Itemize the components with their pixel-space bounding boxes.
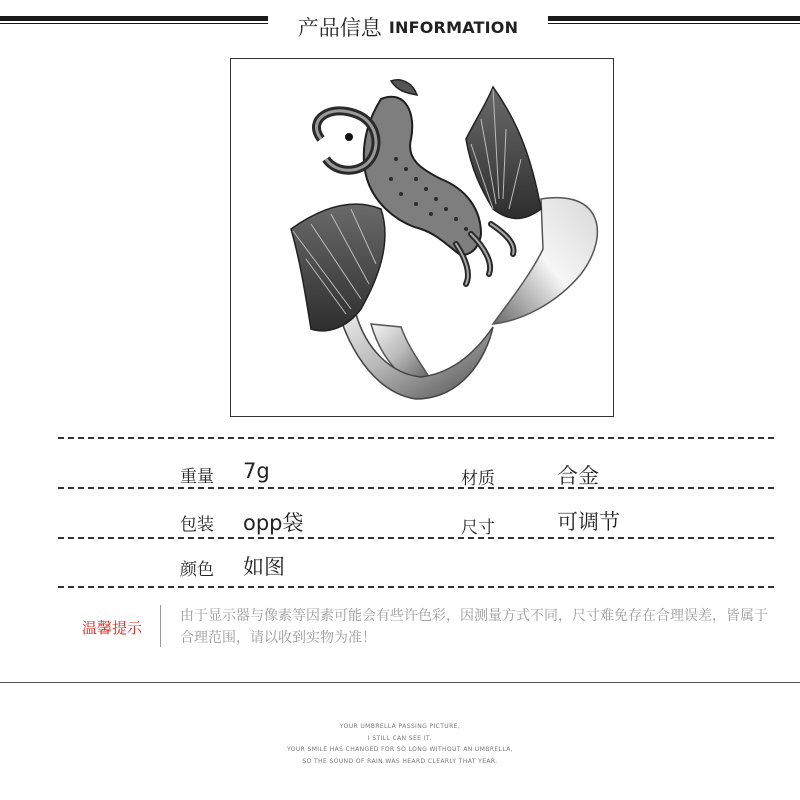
package-value: opp袋: [243, 511, 304, 535]
poem-line: SO THE SOUND OF RAIN WAS HEARD CLEARLY THAT YEAR.: [302, 758, 498, 765]
poem-line: YOUR SMILE HAS CHANGED FOR SO LONG WITHOUT AN UMBRELLA,: [286, 746, 514, 753]
color-value: 如图: [243, 555, 285, 579]
product-image-frame: [230, 58, 614, 417]
notice-title: 温馨提示: [82, 619, 143, 637]
dragon-ring-image: [231, 59, 613, 416]
spec-divider: [58, 487, 774, 489]
weight-label: 重量: [180, 467, 214, 487]
weight-value: 7g: [243, 459, 270, 483]
material-label: 材质: [461, 469, 495, 489]
section-title: [268, 12, 548, 42]
footer-rule: [0, 682, 800, 683]
material-value: 合金: [557, 464, 599, 488]
notice-separator: [160, 605, 161, 647]
header-bar-left: [0, 16, 268, 26]
poem-line: YOUR UMBRELLA PASSING PICTURE,: [339, 723, 461, 730]
spec-divider: [58, 586, 774, 588]
size-label: 尺寸: [461, 518, 495, 538]
header-bar-right: [548, 16, 800, 26]
section-title-cn: 产品信息: [297, 16, 382, 40]
section-title-en: INFORMATION: [388, 17, 519, 37]
poem-line: I STILL CAN SEE IT,: [367, 735, 433, 742]
color-label: 颜色: [180, 560, 214, 580]
notice-text: 由于显示器与像素等因素可能会有些许色彩，因测量方式不同，尺寸难免存在合理误差，皆属于合理范围，请以收到实物为准！: [180, 608, 768, 646]
size-value: 可调节: [557, 510, 620, 534]
spec-divider: [58, 537, 774, 539]
package-label: 包装: [180, 515, 214, 535]
spec-divider: [58, 437, 774, 439]
